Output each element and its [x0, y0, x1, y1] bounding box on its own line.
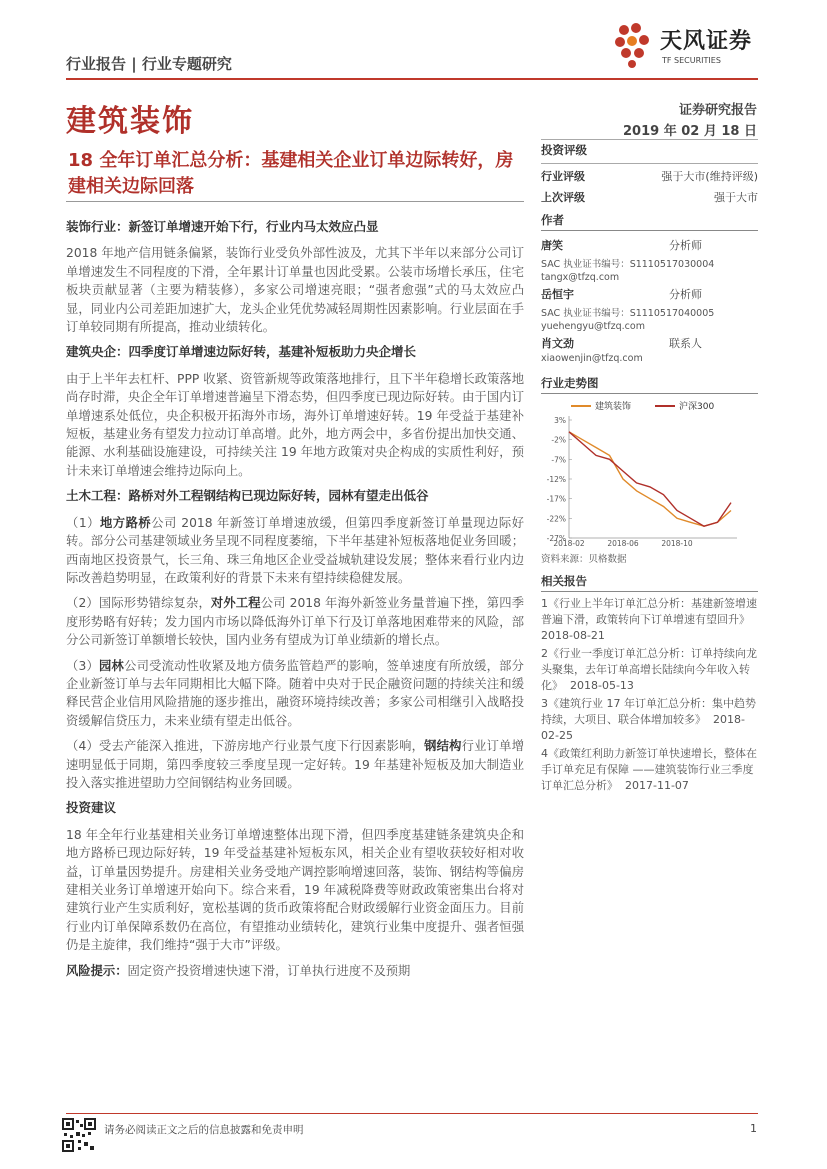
- civil-paragraph-2: （2）国际形势错综复杂，对外工程公司 2018 年海外新签业务量普遍下挫，第四季度形势略有好转；发力国内市场以降低海外订单下行及订单落地困难带来的风险，部分公司新签订单额增长较快，国内业务有望成为订单业绩新的增长点。: [66, 596, 524, 648]
- report-date: 2019 年 02 月 18 日: [623, 124, 757, 139]
- y-tick-label: -12%: [546, 475, 566, 484]
- related-report-link[interactable]: 3《建筑行业 17 年订单汇总分析：集中趋势持续，大项目、联合体增加较多》 2018-02-25: [541, 697, 756, 742]
- section-investment-text: 18 年全年行业基建相关业务订单增速整体出现下滑，但四季度基建链条建筑央企和地方路桥已现边际好转，19 年受益基建补短板东风，相关企业有望收获较好相对收益，订单量因势提升。房建相关业务受地产调控影响增速回落，装饰、钢结构等偏房建相关业务订单增速开始向下。综合来看，19 年减税降费等财政政策密集出台将对建筑行业产生实质利好，宽松基调的货币政策将配合财政缓解行业资金面压力。目前行业内订单保障系数仍在高位，有望推动业绩转化，建筑行业集中度提升、强者恒强仍是主旋律，我们维持“强于大市”评级。: [66, 827, 524, 953]
- related-report-link[interactable]: 4《政策红利助力新签订单快速增长，整体在手订单充足有保障 ——建筑装饰行业三季度订单汇总分析》 2017-11-07: [541, 747, 757, 792]
- y-tick-label: -22%: [546, 514, 566, 524]
- section-soe-text: 由于上半年去杠杆、PPP 收紧、资管新规等政策落地排行，且下半年稳增长政策落地尚存时滞，央企全年订单增速普遍呈下滑态势，但四季度已现边际好转。由于国内订单增速系处低位，央企积极开拓海外市场，海外订单增速好转。19 年受益于基建补短板，基建业务有望发力拉动订单高增。此外，地方两会中，多省份提出加快交通、能源、水利基础设施建设，可持续关注 19 年地方政策对央企构成的实质性利好，预计未来订单增速会维持边际向上。: [66, 371, 524, 478]
- page-number: 1: [750, 1122, 757, 1135]
- author-entry: 岳恒宇 分析师 SAC 执业证书编号：S1110517040005 yuehengyu@tfzq.com: [541, 286, 758, 332]
- section-civil-heading: 土木工程：路桥对外工程钢结构已现边际好转，园林有望走出低谷: [66, 488, 429, 504]
- related-report-link[interactable]: 2《行业一季度订单汇总分析：订单持续向龙头聚集，去年订单高增长陆续向今年收入转化》 2018-05-13: [541, 647, 757, 692]
- risk-warning: 风险提示：固定资产投资增速快速下滑，订单执行进度不及预期: [66, 963, 411, 978]
- y-tick-label: 3%: [554, 416, 566, 425]
- section-investment-heading: 投资建议: [66, 800, 117, 816]
- trend-heading: 行业走势图: [541, 375, 758, 394]
- series-line: [569, 432, 731, 526]
- main-body: [66, 212, 524, 987]
- author-email-link[interactable]: yuehengyu@tfzq.com: [541, 321, 645, 332]
- section-decoration-heading: 装饰行业：新签订单增速开始下行，行业内马太效应凸显: [66, 219, 379, 234]
- civil-paragraph-1: （1）地方路桥公司 2018 年新签订单增速放缓，但第四季度新签订单量现边际好转。部分公司基建领域业务呈现不同程度萎缩，下半年基建补短板落地促业务回暖；西南地区投资景气，长三角、珠三角地区企业受益城轨建设发展；整体来看行业内边际改善趋势明显，在政策利好的背景下未来有望持续稳健发展。: [66, 515, 524, 585]
- report-title: 18 全年订单汇总分析：基建相关企业订单边际转好，房建相关边际回落: [68, 150, 514, 197]
- logo-text-cn: 天风证券: [660, 29, 753, 54]
- header-divider: [66, 78, 758, 80]
- author-block: [541, 212, 758, 364]
- related-heading: 相关报告: [541, 573, 758, 592]
- rating-block: [541, 139, 758, 205]
- civil-paragraph-4: （4）受去产能深入推进，下游房地产行业景气度下行因素影响，钢结构行业订单增速明显低于同期，第四季度较三季度呈现一定好转。19 年基建补短板及加大制造业投入落实推进望助力空间钢结构业务回暖。: [66, 739, 524, 790]
- legend-label: 建筑装饰: [595, 402, 632, 412]
- industry-rating-row: 行业评级 强于大市(维持评级): [541, 170, 758, 183]
- civil-paragraph-3: （3）园林公司受流动性收紧及地方债务监管趋严的影响，签单速度有所放缓，部分企业新签订单与去年同期相比大幅下降。随着中央对于民企融资问题的持续关注和缓释民营企业信用风险措施的逐步推出，融资环境持续改善；多家公司相继引入战略投资缓解信贷压力，未来业绩有望走出低谷。: [66, 658, 524, 728]
- previous-rating-row: 上次评级 强于大市: [541, 191, 758, 204]
- author-entry: 唐笑 分析师 SAC 执业证书编号：S1110517030004 tangx@tfzq.com: [541, 237, 758, 283]
- x-tick-label: 2018-02: [553, 539, 585, 548]
- y-tick-label: -2%: [551, 435, 566, 445]
- y-tick-label: -17%: [546, 494, 566, 504]
- trend-chart: [541, 398, 758, 548]
- author-email-link[interactable]: tangx@tfzq.com: [541, 272, 620, 283]
- report-category: 行业报告 | 行业专题研究: [66, 55, 232, 73]
- qr-code-icon: [62, 1118, 96, 1152]
- section-soe-heading: 建筑央企：四季度订单增速边际好转，基建补短板助力央企增长: [66, 344, 417, 360]
- related-block: [541, 573, 758, 796]
- x-tick-label: 2018-10: [661, 539, 693, 548]
- logo-mark-icon: [612, 20, 658, 70]
- author-email-link[interactable]: xiaowenjin@tfzq.com: [541, 353, 643, 364]
- report-type: 证券研究报告: [678, 103, 757, 118]
- rating-heading: 投资评级: [541, 143, 587, 157]
- x-tick-label: 2018-06: [607, 539, 639, 548]
- title-divider: [66, 201, 524, 202]
- footer-disclaimer: 请务必阅读正文之后的信息披露和免责申明: [104, 1124, 304, 1136]
- trend-block: [541, 375, 758, 565]
- y-tick-label: -27%: [546, 534, 566, 543]
- section-decoration-text: 2018 年地产信用链条偏紧，装饰行业受负外部性波及，尤其下半年以来部分公司订单增速发生不同程度的下滑，全年累计订单量也因此受累。公装市场增长承压，住宅板块贡献显著（主要为精装修），多家公司增速亮眼；“强者愈强”式的马太效应凸显，同业内公司差距加速扩大，龙头企业凭优势减轻周期性因素影响。行业层面在手订单较同期有所提高，推动业绩转化。: [66, 246, 524, 335]
- chart-source: 资料来源：贝格数据: [541, 554, 627, 565]
- y-tick-label: -7%: [551, 455, 566, 465]
- company-logo: [612, 20, 762, 75]
- logo-text-en: TF SECURITIES: [662, 56, 721, 65]
- sector-title: 建筑装饰: [66, 104, 194, 139]
- legend-label: 沪深300: [679, 402, 715, 412]
- footer-divider: [66, 1113, 758, 1114]
- related-report-link[interactable]: 1《行业上半年订单汇总分析：基建新签增速普遍下滑，政策转向下订单增速有望回升》 2018-08-21: [541, 597, 757, 642]
- author-entry: 肖文劲 联系人 xiaowenjin@tfzq.com: [541, 335, 758, 364]
- author-heading: 作者: [541, 212, 758, 231]
